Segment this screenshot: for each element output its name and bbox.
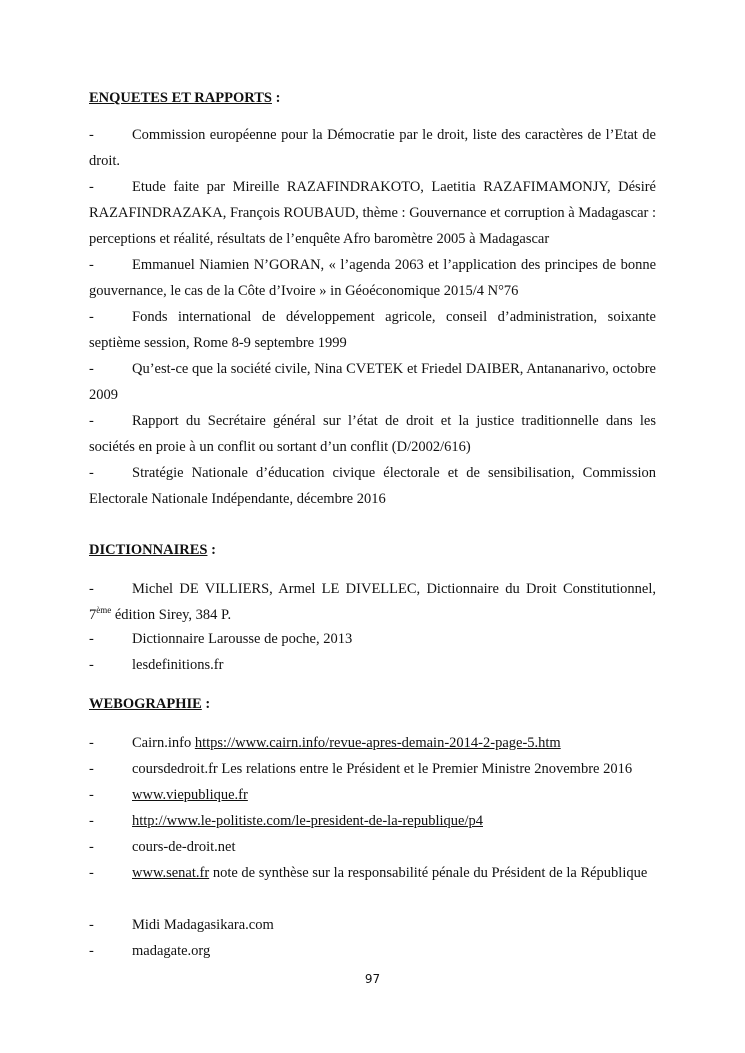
list-item-text: Commission européenne pour la Démocratie par le droit, liste des caractères de l’Etat de droit. bbox=[89, 127, 656, 169]
list-item-text: lesdefinitions.fr bbox=[132, 657, 224, 673]
list-item: - coursdedroit.fr Les relations entre le Président et le Premier Ministre 2novembre 2016 bbox=[89, 756, 656, 782]
cairn-link[interactable]: https://www.cairn.info/revue-apres-demain-2014-2-page-5.htm bbox=[194, 735, 561, 751]
list-item-text: Fonds international de développement agricole, conseil d’administration, soixante septième session, Rome 8-9 septembre 1999 bbox=[89, 309, 656, 351]
list-item-text: Emmanuel Niamien N’GORAN, « l’agenda 2063 et l’application des principes de bonne gouvernance, le cas de la Côte d’Ivoire » in Géoéconomique 2015/4 N°76 bbox=[89, 257, 656, 299]
list-item-text: Dictionnaire Larousse de poche, 2013 bbox=[132, 631, 353, 647]
viepublique-link[interactable]: www.viepublique.fr bbox=[132, 787, 248, 803]
list-item: - lesdefinitions.fr bbox=[89, 652, 656, 678]
list-item-text: cours-de-droit.net bbox=[132, 839, 236, 855]
senat-link[interactable]: www.senat.fr bbox=[132, 865, 210, 881]
section-heading-enquetes: ENQUETES ET RAPPORTS : bbox=[89, 90, 281, 106]
list-item-text: Qu’est-ce que la société civile, Nina CVETEK et Friedel DAIBER, Antananarivo, octobre 2009 bbox=[89, 361, 656, 403]
list-item: - Etude faite par Mireille RAZAFINDRAKOTO, Laetitia RAZAFIMAMONJY, Désiré RAZAFINDRAZAKA, François ROUBAUD, thème : Gouvernance et corruption à Madagascar : perceptions et réalité, résultats de l’enquête Afro baromètre 2005 à Madagascar bbox=[89, 174, 656, 252]
list-item: - cours-de-droit.net bbox=[89, 834, 656, 860]
list-item: - Fonds international de développement agricole, conseil d’administration, soixante septième session, Rome 8-9 septembre 1999 bbox=[89, 304, 656, 356]
list-item: - Commission européenne pour la Démocratie par le droit, liste des caractères de l’Etat de droit. bbox=[89, 122, 656, 174]
politiste-link[interactable]: http://www.le-politiste.com/le-president-de-la-republique/p4 bbox=[132, 813, 483, 829]
list-item: - madagate.org bbox=[89, 938, 656, 964]
heading-text: ENQUETES ET RAPPORTS bbox=[89, 90, 272, 106]
list-item-text: Etude faite par Mireille RAZAFINDRAKOTO, Laetitia RAZAFIMAMONJY, Désiré RAZAFINDRAZAKA, François ROUBAUD, thème : Gouvernance et corruption à Madagascar : perceptions et réalité, résultats de l’enquête Afro baromètre 2005 à Madagascar bbox=[89, 179, 656, 247]
list-item: - Stratégie Nationale d’éducation civique électorale et de sensibilisation, Commission Electorale Nationale Indépendante, décembre 2016 bbox=[89, 460, 656, 512]
list-item: - Emmanuel Niamien N’GORAN, « l’agenda 2063 et l’application des principes de bonne gouvernance, le cas de la Côte d’Ivoire » in Géoéconomique 2015/4 N°76 bbox=[89, 252, 656, 304]
list-item: - Qu’est-ce que la société civile, Nina CVETEK et Friedel DAIBER, Antananarivo, octobre 2009 bbox=[89, 356, 656, 408]
section-heading-dictionnaires: DICTIONNAIRES : bbox=[89, 542, 216, 558]
list-item: - Rapport du Secrétaire général sur l’état de droit et la justice traditionnelle dans les sociétés en proie à un conflit ou sortant d’un conflit (D/2002/616) bbox=[89, 408, 656, 460]
list-item-text: coursdedroit.fr Les relations entre le Président et le Premier Ministre 2novembre 2016 bbox=[132, 761, 633, 777]
list-item-text: Midi Madagasikara.com bbox=[132, 917, 274, 933]
list-item: - Dictionnaire Larousse de poche, 2013 bbox=[89, 626, 656, 652]
list-item: - www.viepublique.fr bbox=[89, 787, 248, 803]
list-item: - www.senat.fr note de synthèse sur la responsabilité pénale du Président de la République bbox=[89, 865, 648, 881]
section-heading-webographie: WEBOGRAPHIE : bbox=[89, 696, 211, 712]
list-item: - http://www.le-politiste.com/le-president-de-la-republique/p4 bbox=[89, 813, 483, 829]
list-item-text: Rapport du Secrétaire général sur l’état de droit et la justice traditionnelle dans les sociétés en proie à un conflit ou sortant d’un conflit (D/2002/616) bbox=[89, 413, 656, 455]
heading-text: WEBOGRAPHIE bbox=[89, 696, 202, 712]
list-item: - Midi Madagasikara.com bbox=[89, 912, 656, 938]
list-item-text: madagate.org bbox=[132, 943, 211, 959]
list-item-text: Michel DE VILLIERS, Armel LE DIVELLEC, Dictionnaire du Droit Constitutionnel, 7ème édition Sirey, 384 P. bbox=[89, 581, 656, 623]
list-item: - Michel DE VILLIERS, Armel LE DIVELLEC, Dictionnaire du Droit Constitutionnel, 7ème édition Sirey, 384 P. bbox=[89, 576, 656, 628]
list-item: - Cairn.info https://www.cairn.info/revue-apres-demain-2014-2-page-5.htm bbox=[89, 735, 561, 751]
heading-text: DICTIONNAIRES bbox=[89, 542, 208, 558]
list-item-text: Stratégie Nationale d’éducation civique électorale et de sensibilisation, Commission Electorale Nationale Indépendante, décembre 2016 bbox=[89, 465, 656, 507]
page-number: 97 bbox=[364, 972, 381, 986]
